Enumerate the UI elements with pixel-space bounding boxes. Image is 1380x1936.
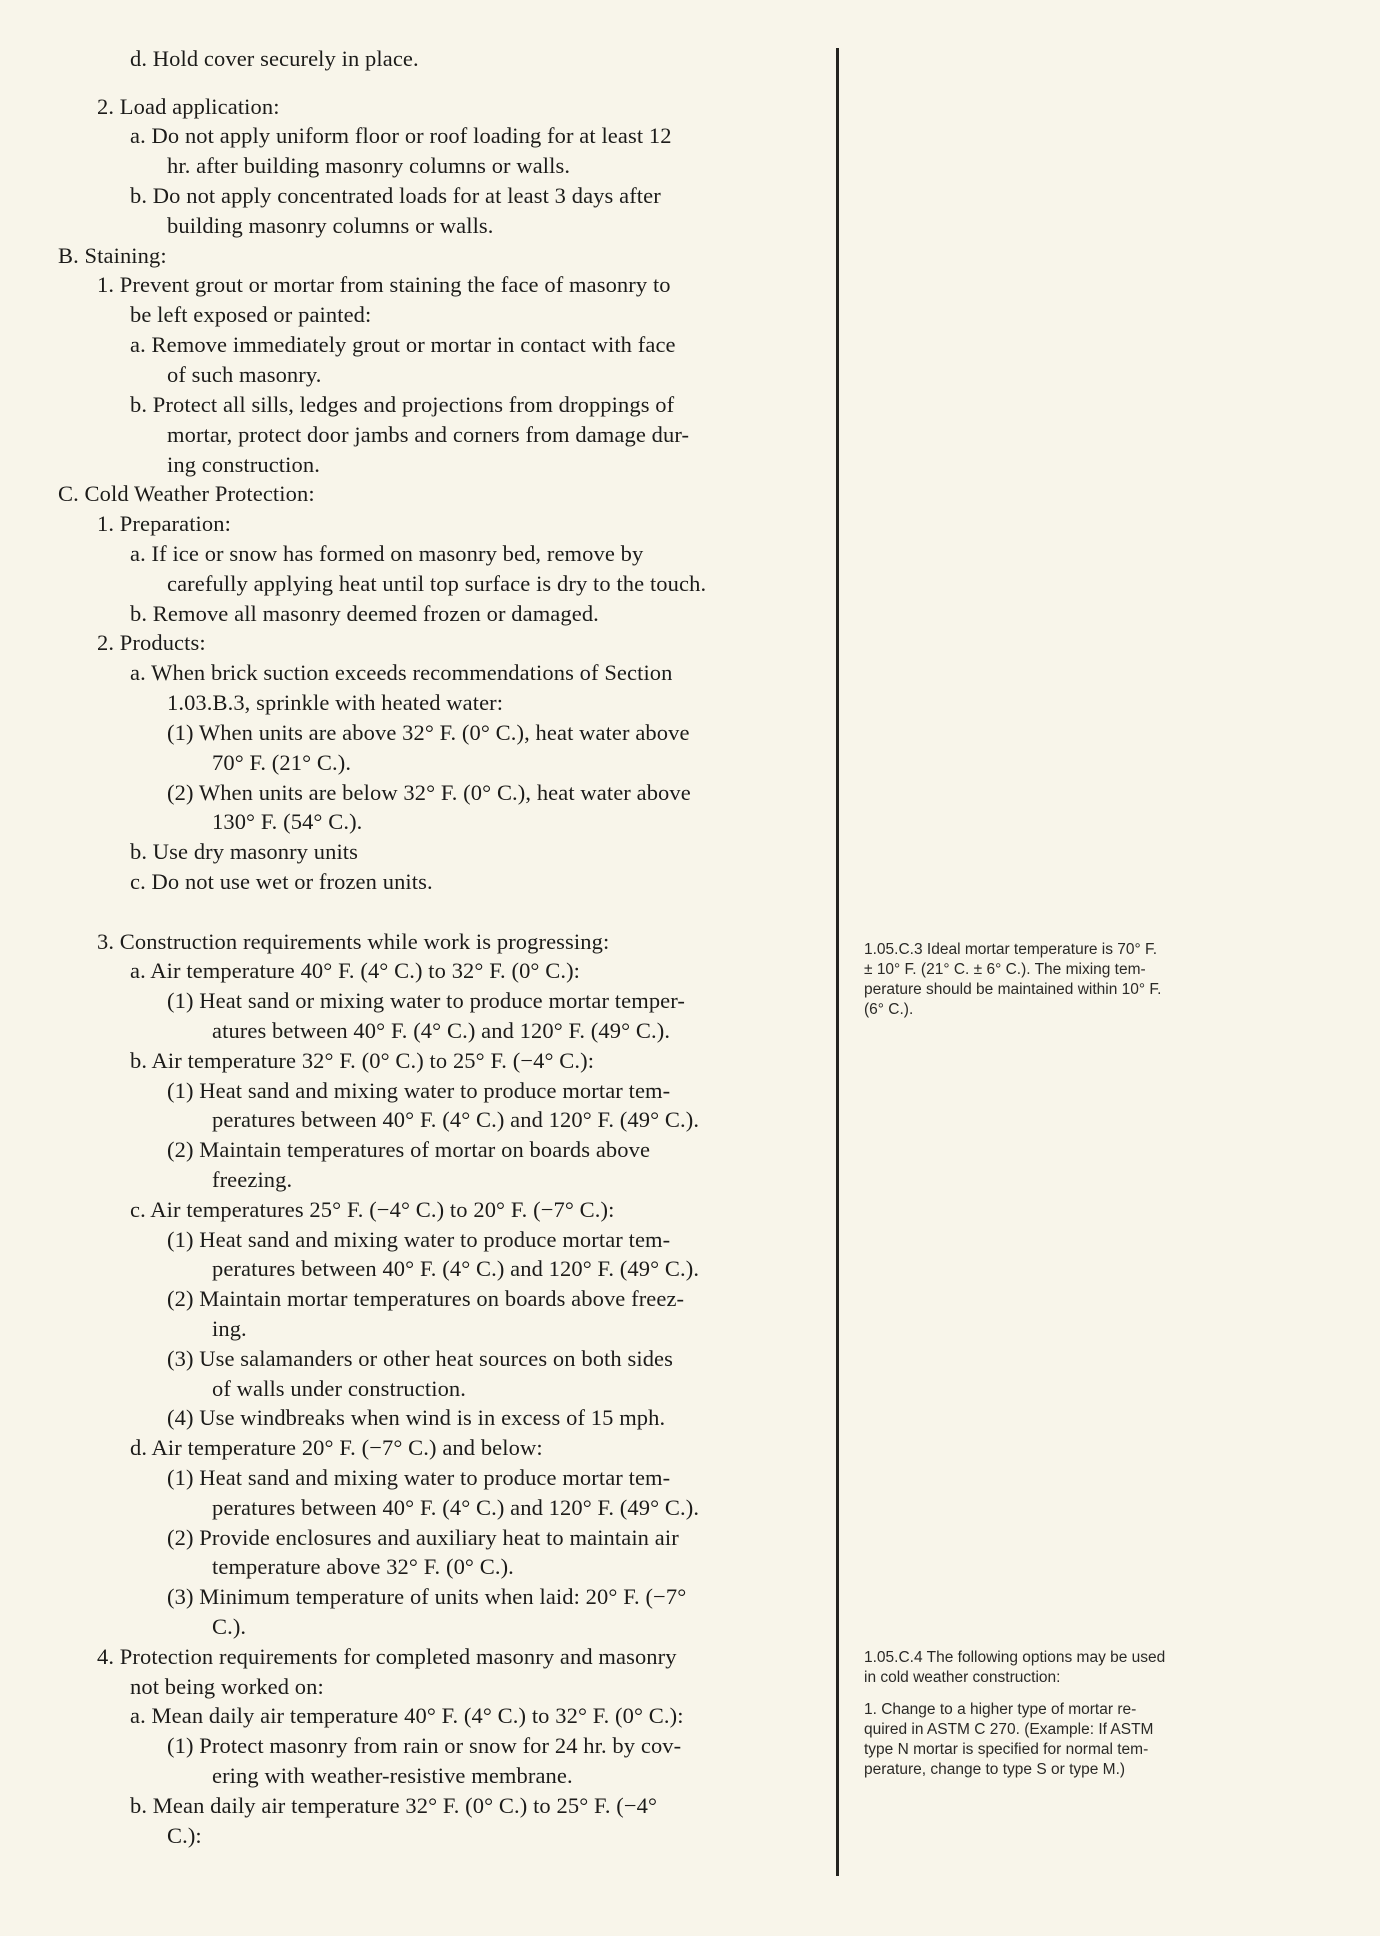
- text-line: C. Cold Weather Protection:: [58, 481, 315, 506]
- text-line: (3) Use salamanders or other heat sources on both sides: [167, 1346, 673, 1371]
- text-line: 1. Preparation:: [97, 511, 231, 536]
- text-line: (1) Heat sand and mixing water to produce mortar tem-: [167, 1227, 671, 1252]
- text-line: C.):: [167, 1823, 202, 1848]
- text-line: b. Air temperature 32° F. (0° C.) to 25° F. (−4° C.):: [130, 1048, 595, 1073]
- text-line: building masonry columns or walls.: [167, 213, 494, 238]
- text-line: (2) Provide enclosures and auxiliary heat to maintain air: [167, 1525, 679, 1550]
- text-line: a. Mean daily air temperature 40° F. (4° C.) to 32° F. (0° C.):: [130, 1703, 684, 1728]
- text-line: 3. Construction requirements while work is progressing:: [97, 929, 610, 954]
- text-line: of such masonry.: [167, 362, 322, 387]
- text-line: of walls under construction.: [212, 1376, 466, 1401]
- text-line: b. Use dry masonry units: [130, 839, 359, 864]
- text-line: d. Hold cover securely in place.: [130, 46, 419, 71]
- text-line: not being worked on:: [130, 1674, 324, 1699]
- margin-note-line: 1.05.C.3 Ideal mortar temperature is 70° F.: [864, 941, 1158, 958]
- text-line: peratures between 40° F. (4° C.) and 120° F. (49° C.).: [212, 1495, 700, 1520]
- text-line: temperature above 32° F. (0° C.).: [212, 1554, 514, 1579]
- text-line: a. Do not apply uniform floor or roof loading for at least 12: [130, 123, 672, 148]
- margin-note-line: ± 10° F. (21° C. ± 6° C.). The mixing tem-: [864, 961, 1146, 978]
- text-line: peratures between 40° F. (4° C.) and 120° F. (49° C.).: [212, 1107, 700, 1132]
- text-line: 70° F. (21° C.).: [212, 750, 352, 775]
- text-line: b. Protect all sills, ledges and projections from droppings of: [130, 392, 675, 417]
- text-line: freezing.: [212, 1167, 293, 1192]
- margin-note-line: perature, change to type S or type M.): [864, 1761, 1126, 1778]
- text-line: 1. Prevent grout or mortar from staining the face of masonry to: [97, 272, 671, 297]
- text-line: (2) Maintain temperatures of mortar on boards above: [167, 1137, 651, 1162]
- text-line: (1) When units are above 32° F. (0° C.), heat water above: [167, 720, 690, 745]
- text-line: b. Remove all masonry deemed frozen or damaged.: [130, 601, 599, 626]
- text-line: (1) Heat sand or mixing water to produce mortar temper-: [167, 988, 685, 1013]
- text-line: c. Air temperatures 25° F. (−4° C.) to 20° F. (−7° C.):: [130, 1197, 615, 1222]
- text-line: a. When brick suction exceeds recommendations of Section: [130, 660, 673, 685]
- text-line: (1) Heat sand and mixing water to produce mortar tem-: [167, 1465, 671, 1490]
- text-line: (2) Maintain mortar temperatures on boards above freez-: [167, 1286, 685, 1311]
- text-line: 1.03.B.3, sprinkle with heated water:: [167, 690, 504, 715]
- text-line: (1) Protect masonry from rain or snow for 24 hr. by cov-: [167, 1733, 682, 1758]
- margin-note-line: perature should be maintained within 10° F.: [864, 981, 1162, 998]
- text-line: mortar, protect door jambs and corners from damage dur-: [167, 422, 690, 447]
- text-line: (4) Use windbreaks when wind is in excess of 15 mph.: [167, 1405, 666, 1430]
- text-line: C.).: [212, 1614, 247, 1639]
- text-line: 2. Products:: [97, 630, 206, 655]
- text-line: ing.: [212, 1316, 247, 1341]
- text-line: ing construction.: [167, 452, 320, 477]
- margin-note-line: 1.05.C.4 The following options may be used: [864, 1649, 1166, 1666]
- margin-note-line: (6° C.).: [864, 1001, 914, 1018]
- text-line: carefully applying heat until top surface is dry to the touch.: [167, 571, 707, 596]
- margin-note-line: in cold weather construction:: [864, 1669, 1061, 1686]
- text-line: atures between 40° F. (4° C.) and 120° F. (49° C.).: [212, 1018, 671, 1043]
- text-line: hr. after building masonry columns or walls.: [167, 153, 571, 178]
- text-line: peratures between 40° F. (4° C.) and 120° F. (49° C.).: [212, 1256, 700, 1281]
- text-line: B. Staining:: [58, 243, 167, 268]
- text-line: b. Do not apply concentrated loads for at least 3 days after: [130, 183, 661, 208]
- text-line: d. Air temperature 20° F. (−7° C.) and below:: [130, 1435, 543, 1460]
- text-line: (3) Minimum temperature of units when laid: 20° F. (−7°: [167, 1584, 687, 1609]
- text-line: ering with weather-resistive membrane.: [212, 1763, 573, 1788]
- text-line: be left exposed or painted:: [130, 302, 372, 327]
- text-line: (1) Heat sand and mixing water to produce mortar tem-: [167, 1078, 671, 1103]
- text-line: 4. Protection requirements for completed masonry and masonry: [97, 1644, 677, 1669]
- text-line: a. If ice or snow has formed on masonry bed, remove by: [130, 541, 644, 566]
- text-line: b. Mean daily air temperature 32° F. (0° C.) to 25° F. (−4°: [130, 1793, 658, 1818]
- text-line: 2. Load application:: [97, 94, 280, 119]
- text-line: 130° F. (54° C.).: [212, 809, 363, 834]
- column-divider: [836, 48, 839, 1876]
- text-line: c. Do not use wet or frozen units.: [130, 869, 433, 894]
- margin-note-line: type N mortar is specified for normal tem-: [864, 1741, 1149, 1758]
- margin-note-line: quired in ASTM C 270. (Example: If ASTM: [864, 1721, 1154, 1738]
- text-line: (2) When units are below 32° F. (0° C.), heat water above: [167, 780, 691, 805]
- text-line: a. Remove immediately grout or mortar in contact with face: [130, 332, 676, 357]
- margin-note-line: 1. Change to a higher type of mortar re-: [864, 1701, 1137, 1718]
- text-line: a. Air temperature 40° F. (4° C.) to 32° F. (0° C.):: [130, 958, 581, 983]
